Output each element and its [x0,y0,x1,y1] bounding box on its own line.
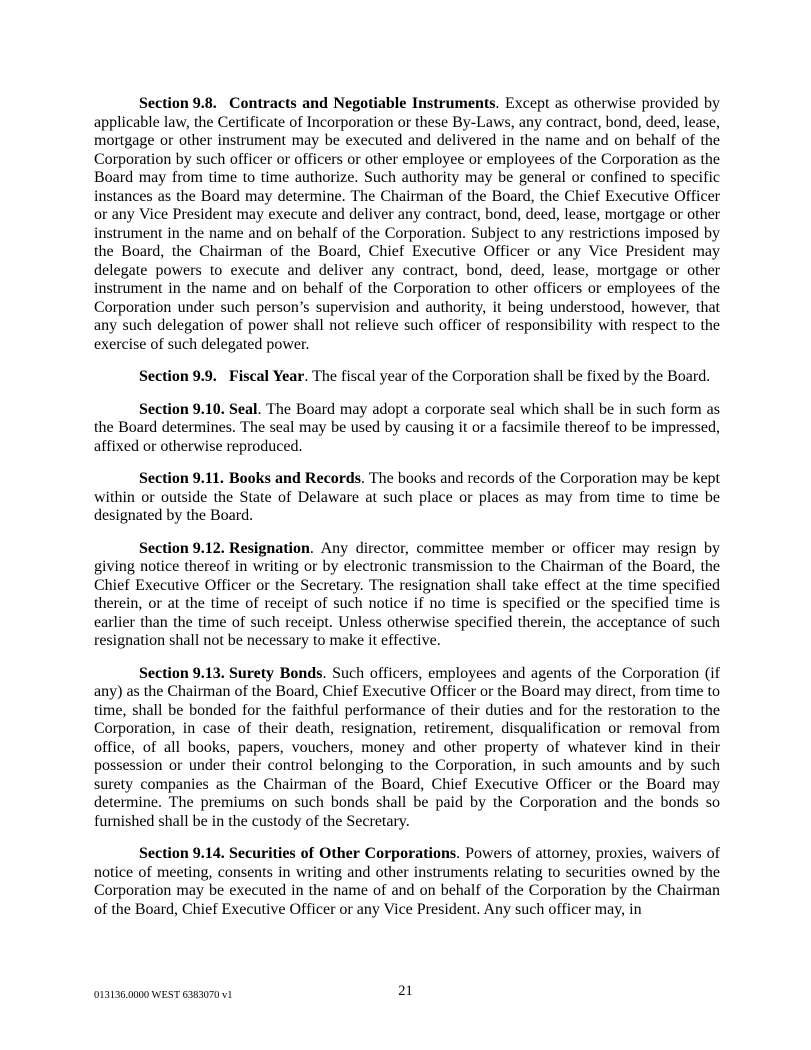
section-title: Seal [229,400,258,418]
section-title: Contracts and Negotiable Instruments [229,95,496,112]
title-separator: . [360,470,365,487]
section-body-text: Any director, committee member or officer may resign by giving notice thereof in writing or by electronic transmission to the Chairman of the Board, the Chief Executive Officer or the Secretary. The resignation shall take effect at the time specified therein, or at the time of receipt of such notice if no time is specified or the specified time is earlier than the time of such receipt. Unless otherwise specified therein, the acceptance of such resignation shall not be necessary to make it effective. [94,539,721,649]
section-body-text: The Board may adopt a corporate seal which shall be in such form as the Board determines. The seal may be used by causing it or a facsimile thereof to be impressed, affixed or otherwise reproduced. [94,400,720,455]
section-body-text: The books and records of the Corporation may be kept within or outside the State of Delaware at such place or places as may from time to time be designated by the Board. [94,470,721,524]
section-9-8-paragraph [94,95,720,354]
section-9-12-paragraph [94,540,720,651]
section-label: Section 9.12. [139,539,225,557]
section-body-text: The fiscal year of the Corporation shall be fixed by the Board. [312,368,711,385]
title-separator: . [322,664,327,682]
section-body-text: Such officers, employees and agents of the Corporation (if any) as the Chairman of the Board, Chief Executive Officer or the Board may direct, from time to time, shall be bonded for the faithful performance of their duties and for the restoration to the Corporation, in case of their death, resignation, retirement, disqualification or removal from office, of all books, papers, vouchers, money and other property of whatever kind in their possession or under their control belonging to the Corporation, in such amounts and by such surety companies as the Chairman of the Board, Chief Executive Officer or the Board may determine. The premiums on such bonds shall be paid by the Corporation and the bonds so furnished shall be in the custody of the Secretary. [94,664,721,830]
section-label: Section 9.11. [139,470,224,487]
section-label: Section 9.8. [139,95,217,112]
section-body-text: Powers of attorney, proxies, waivers of notice of meeting, consents in writing and other instruments relating to securities owned by the Corporation may be executed in the name of and on behalf of the Corporation by the Chairman of the Board, Chief Executive Officer or any Vice President. Any such officer may, in [94,845,720,918]
section-9-9-paragraph [94,368,720,387]
section-title: Books and Records [229,470,361,487]
document-content [94,95,720,933]
section-label: Section 9.13. [139,664,225,682]
title-separator: . [309,539,314,557]
section-9-10-paragraph [94,401,720,457]
section-body-text: Except as otherwise provided by applicable law, the Certificate of Incorporation or these By-Laws, any contract, bond, deed, lease, mortgage or other instrument may be executed and delivered in the name and on behalf of the Corporation by such officer or officers or other employee or employees of the Corporation as the Board may from time to time authorize. Such authority may be general or confined to specific instances as the Board may determine. The Chairman of the Board, the Chief Executive Officer or any Vice President may execute and deliver any contract, bond, deed, lease, mortgage or other instrument in the name and on behalf of the Corporation. Subject to any restrictions imposed by the Board, the Chairman of the Board, Chief Executive Officer or any Vice President may delegate powers to execute and deliver any contract, bond, deed, lease, mortgage or other instrument in the name and on behalf of the Corporation to other officers or employees of the Corporation under such person’s supervision and authority, it being understood, however, that any such delegation of power shall not relieve such officer of responsibility with respect to the exercise of such delegated power. [94,95,721,353]
section-label: Section 9.14. [139,845,225,862]
title-separator: . [456,845,461,862]
section-label: Section 9.10. [139,400,225,418]
section-title: Fiscal Year [229,368,305,385]
page-number: 21 [398,983,413,999]
section-title: Resignation [229,539,310,557]
section-9-14-paragraph [94,845,720,919]
document-id: 013136.0000 WEST 6383070 v1 [94,990,233,1001]
title-separator: . [495,95,500,112]
title-separator: . [257,400,262,418]
section-9-11-paragraph [94,470,720,526]
section-title: Securities of Other Corporations [229,845,457,862]
section-label: Section 9.9. [139,368,217,385]
title-separator: . [304,368,309,385]
section-9-13-paragraph [94,665,720,832]
section-title: Surety Bonds [229,664,323,682]
